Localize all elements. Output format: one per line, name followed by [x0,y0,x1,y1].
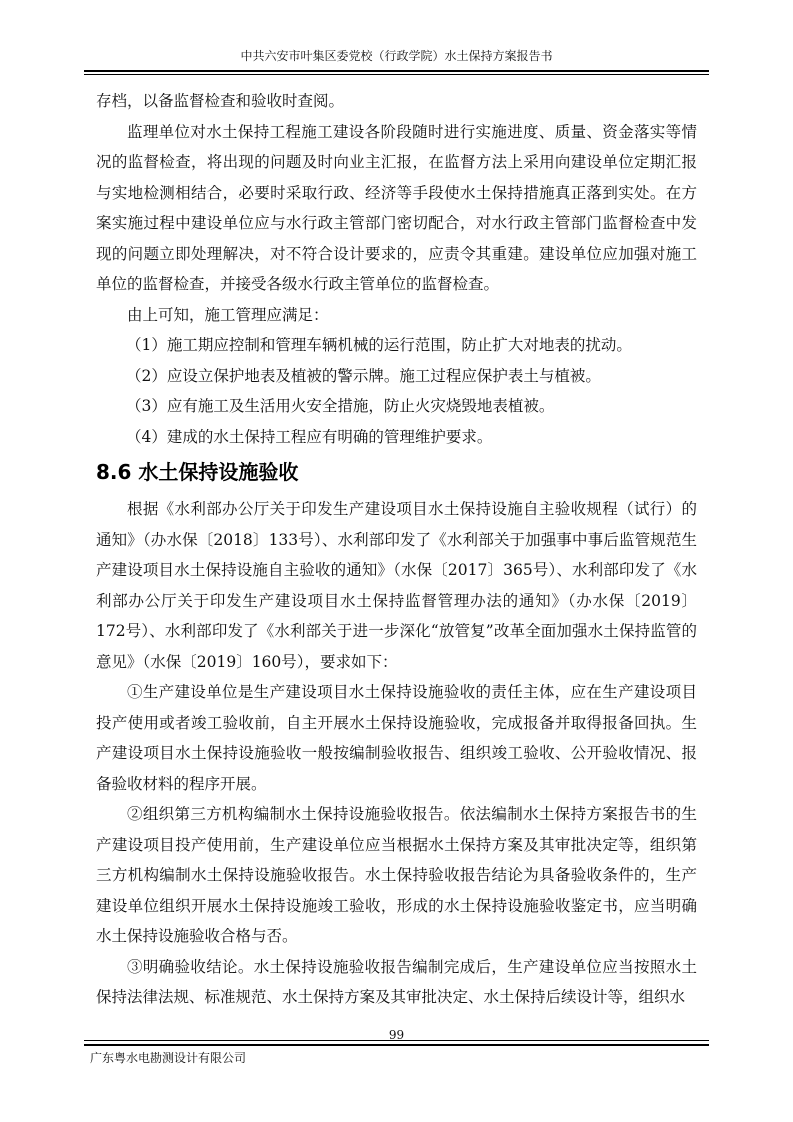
document-body [96,86,697,1013]
footer-company: 广东粤水电勘测设计有限公司 [90,1051,247,1065]
header-rule [84,70,709,72]
paragraph: 由上可知，施工管理应满足： [127,305,329,324]
paragraph: ③明确验收结论。水土保持设施验收报告编制完成后，生产建设单位应当按照水土保持法律法规、标准规范、水土保持方案及其审批决定、水土保持后续设计等，组织水 [96,957,697,1006]
footer-rule-thin [84,1040,709,1041]
header-rule-thin [84,74,709,75]
paragraph: 根据《水利部办公厅关于印发生产建设项目水土保持设施自主验收规程（试行）的通知》（办水保〔2018〕133号）、水利部印发了《水利部关于加强事中事后监管规范生产建设项目水土保持设施自主验收的通知》（水保〔2017〕365号）、水利部印发了《水利部办公厅关于印发生产建设项目水土保持监督管理办法的通知》（办水保〔2019〕172号）、水利部印发了《水利部关于进一步深化“放管复”改革全面加强水土保持监管的意见》（水保〔2019〕160号），要求如下： [96,500,697,671]
footer-rule [84,1044,709,1046]
paragraph: ①生产建设单位是生产建设项目水土保持设施验收的责任主体，应在生产建设项目投产使用或者竣工验收前，自主开展水土保持设施验收，完成报备并取得报备回执。生产建设项目水土保持设施验收一般按编制验收报告、组织竣工验收、公开验收情况、报备验收材料的程序开展。 [96,683,697,793]
list-item: （1）施工期应控制和管理车辆机械的运行范围，防止扩大对地表的扰动。 [126,336,632,354]
list-item: （4）建成的水土保持工程应有明确的管理维护要求。 [126,427,493,446]
page-header-title: 中共六安市叶集区委党校（行政学院）水土保持方案报告书 [240,49,553,63]
section-heading: 8.6 水土保持设施验收 [96,460,299,484]
page-number: 99 [388,1028,405,1042]
paragraph: 存档，以备监督检查和验收时查阅。 [96,92,345,110]
paragraph: ②组织第三方机构编制水土保持设施验收报告。依法编制水土保持方案报告书的生产建设项目投产使用前，生产建设单位应当根据水土保持方案及其审批决定等，组织第三方机构编制水土保持设施验收报告。水土保持验收报告结论为具备验收条件的，生产建设单位组织开展水土保持设施竣工验收，形成的水土保持设施验收鉴定书，应当明确水土保持设施验收合格与否。 [96,805,697,945]
list-item: （3）应有施工及生活用火安全措施，防止火灾烧毁地表植被。 [126,397,555,415]
list-item: （2）应设立保护地表及植被的警示牌。施工过程应保护表土与植被。 [126,366,601,385]
paragraph: 监理单位对水土保持工程施工建设各阶段随时进行实施进度、质量、资金落实等情况的监督检查，将出现的问题及时向业主汇报，在监督方法上采用向建设单位定期汇报与实地检测相结合，必要时采取行政、经济等手段使水土保持措施真正落到实处。在方案实施过程中建设单位应与水行政主管部门密切配合，对水行政主管部门监督检查中发现的问题立即处理解决，对不符合设计要求的，应责令其重建。建设单位应加强对施工单位的监督检查，并接受各级水行政主管单位的监督检查。 [96,122,697,293]
